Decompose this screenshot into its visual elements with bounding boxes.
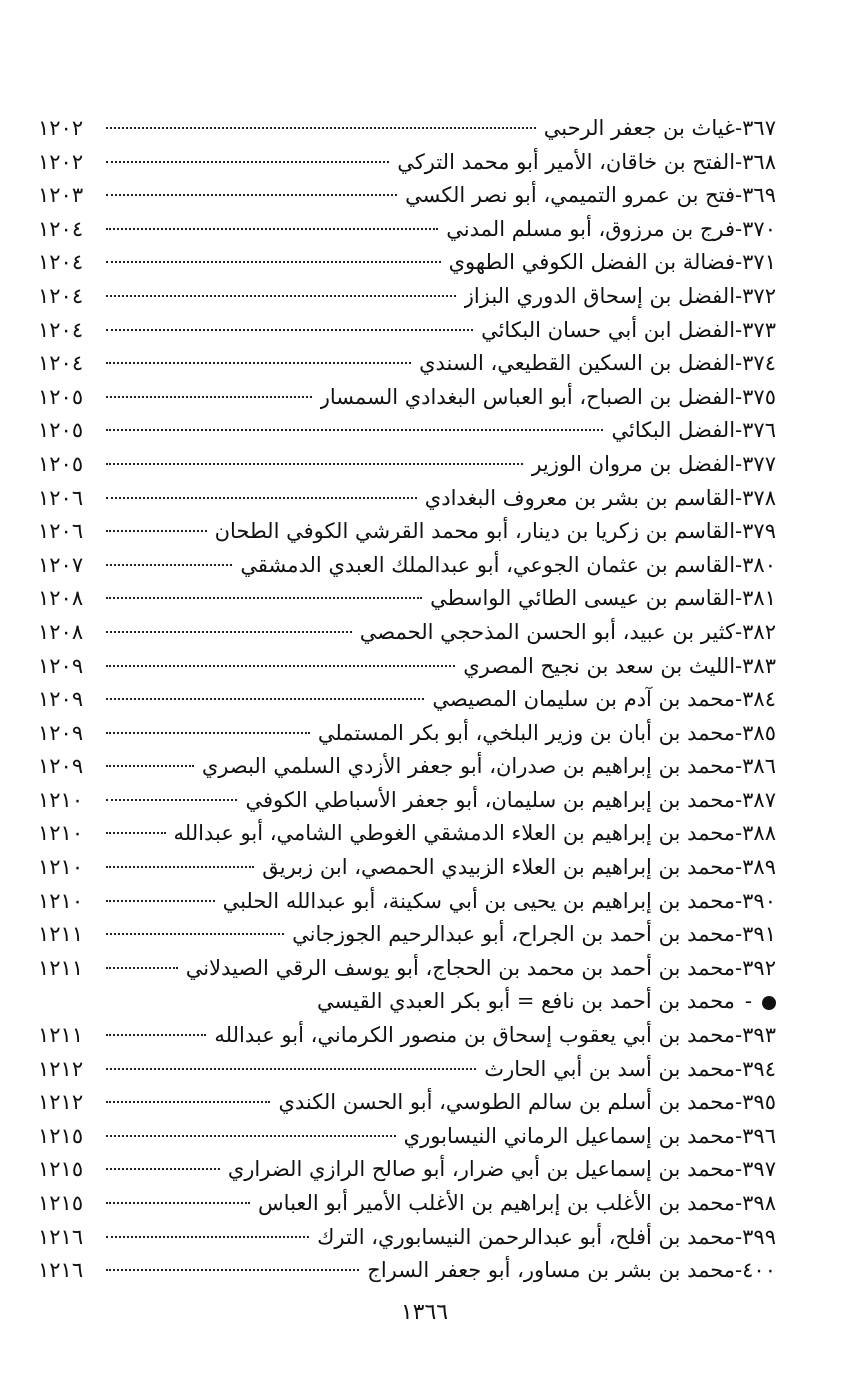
entry-page-number: ١٢٠٧	[38, 552, 84, 577]
entry-number: ٣٨٣-	[735, 653, 776, 678]
dot-leader	[106, 1100, 270, 1103]
entry-title: القاسم بن زكريا بن دينار، أبو محمد القرشي الكوفي الطحان	[214, 519, 736, 544]
entry-title: محمد بن أبي يعقوب إسحاق بن منصور الكرماني، أبو عبدالله	[214, 1023, 736, 1048]
entry-title: محمد بن إبراهيم بن العلاء الدمشقي الغوطي الشامي، أبو عبدالله	[173, 821, 736, 846]
dot-leader	[106, 294, 456, 297]
entry-title: غياث بن جعفر الرحبي	[543, 116, 736, 140]
entry-title: محمد بن إبراهيم بن العلاء الزبيدي الحمصي، ابن زبريق	[262, 855, 736, 880]
entry-number: ٣٩١-	[735, 922, 776, 947]
entry-number: ٣٧٨-	[735, 485, 776, 510]
dot-leader	[106, 496, 417, 499]
toc-entry	[38, 952, 776, 986]
dot-leader	[106, 798, 237, 801]
entry-title: الليث بن سعد بن نجيح المصري	[463, 653, 736, 678]
toc-entry	[38, 918, 776, 952]
entry-dash: -	[744, 989, 752, 1014]
entry-number: ٣٦٩-	[735, 183, 776, 208]
toc-entry	[38, 683, 776, 717]
entry-number: ٣٧١-	[735, 250, 776, 275]
entry-page-number: ١٢٠٩	[38, 720, 84, 745]
toc-entry	[38, 1221, 776, 1255]
entry-number: ٣٩٤-	[735, 1056, 776, 1081]
entry-number: ٣٨٠-	[735, 552, 776, 577]
dot-leader	[106, 1201, 250, 1204]
entry-number: ٣٧٦-	[735, 418, 776, 443]
toc-entry	[38, 515, 776, 549]
dot-leader	[106, 899, 215, 902]
entry-page-number: ١٢٠٦	[38, 485, 84, 510]
dot-leader	[106, 932, 284, 935]
entry-title: الفضل بن إسحاق الدوري البزاز	[463, 283, 736, 308]
dot-leader	[106, 395, 312, 398]
toc-entry	[38, 1086, 776, 1120]
entry-page-number: ١٢١٥	[38, 1191, 84, 1215]
dot-leader	[106, 1268, 359, 1271]
entry-title: كثير بن عبيد، أبو الحسن المذحجي الحمصي	[359, 619, 736, 644]
entry-title: الفضل البكائي	[611, 418, 736, 443]
entry-page-number: ١٢١٠	[38, 821, 84, 846]
entry-page-number: ١٢٠٤	[38, 216, 84, 241]
entry-title: محمد بن إبراهيم بن يحيى بن أبي سكينة، أبو عبدالله الحلبي	[222, 888, 736, 913]
entry-page-number: ١٢٠٤	[38, 250, 84, 275]
entry-title: محمد بن أبان بن وزير البلخي، أبو بكر المستملي	[317, 720, 736, 745]
dot-leader	[106, 1134, 396, 1137]
dot-leader	[106, 697, 424, 700]
entry-number: ٣٩٨-	[735, 1191, 776, 1215]
entry-title: محمد بن أحمد بن نافع = أبو بكر العبدي القيسي	[317, 989, 735, 1014]
toc-entry	[38, 146, 776, 180]
entry-page-number: ١٢١٢	[38, 1090, 84, 1115]
toc-entry	[38, 1019, 776, 1053]
toc-entry	[38, 1053, 776, 1087]
dot-leader	[106, 227, 438, 230]
entry-number: ٣٧٥-	[735, 384, 776, 409]
toc-entry	[38, 482, 776, 516]
entry-page-number: ١٢٠٦	[38, 519, 84, 544]
entry-page-number: ١٢٠٨	[38, 586, 84, 611]
entry-number: ٣٨٢-	[735, 619, 776, 644]
entry-title: الفضل بن مروان الوزير	[531, 451, 736, 476]
dot-leader	[106, 428, 603, 431]
toc-entry	[38, 448, 776, 482]
entry-number: ٣٨٥-	[735, 720, 776, 745]
entry-number: ٣٨٩-	[735, 855, 776, 880]
entry-title: الفضل ابن أبي حسان البكائي	[481, 317, 736, 342]
entry-title: فضالة بن الفضل الكوفي الطهوي	[448, 250, 736, 275]
entry-number: ٣٩٣-	[735, 1023, 776, 1048]
dot-leader	[106, 126, 536, 129]
page-number: ١٣٦٦	[400, 1300, 449, 1325]
toc-entry	[38, 381, 776, 415]
entry-page-number: ١٢٠٥	[38, 384, 84, 409]
entry-title: محمد بن أحمد بن محمد بن الحجاج، أبو يوسف الرقي الصيدلاني	[185, 955, 736, 980]
entry-page-number: ١٢٠٤	[38, 351, 84, 376]
entry-title: محمد بن بشر بن مساور، أبو جعفر السراج	[367, 1258, 736, 1283]
entry-title: القاسم بن عثمان الجوعي، أبو عبدالملك العبدي الدمشقي	[240, 552, 736, 577]
entry-page-number: ١٢٠٩	[38, 653, 84, 678]
entry-number: ٤٠٠-	[735, 1258, 776, 1283]
toc-entry	[38, 750, 776, 784]
entry-number: ٣٨٤-	[735, 687, 776, 712]
entry-title: محمد بن إسماعيل بن أبي ضرار، أبو صالح الرازي الضراري	[227, 1157, 736, 1182]
entry-number: ٣٩٧-	[735, 1157, 776, 1182]
cross-reference-row	[38, 985, 776, 1019]
entry-page-number: ١٢٠٩	[38, 687, 84, 712]
entry-title: القاسم بن عيسى الطائي الواسطي	[430, 586, 736, 611]
entry-page-number: ١٢١١	[38, 1023, 84, 1048]
toc-entry	[38, 549, 776, 583]
entry-title: محمد بن أحمد بن الجراح، أبو عبدالرحيم الجوزجاني	[292, 922, 736, 947]
toc-entry	[38, 650, 776, 684]
dot-leader	[106, 260, 441, 263]
entry-page-number: ١٢٠٢	[38, 116, 84, 140]
entry-page-number: ١٢١٥	[38, 1123, 84, 1148]
toc-entry	[38, 414, 776, 448]
entry-number: ٣٨٧-	[735, 787, 776, 812]
dot-leader	[106, 328, 473, 331]
entry-title: محمد بن آدم بن سليمان المصيصي	[432, 687, 736, 712]
toc-entry	[38, 784, 776, 818]
dot-leader	[106, 596, 422, 599]
entry-number: ٣٩٠-	[735, 888, 776, 913]
entry-title: الفضل بن الصباح، أبو العباس البغدادي السمسار	[319, 384, 736, 409]
dot-leader	[106, 193, 397, 196]
dot-leader	[106, 1235, 309, 1238]
entry-title: الفتح بن خاقان، الأمير أبو محمد التركي	[397, 149, 736, 174]
entry-page-number: ١٢٠٣	[38, 183, 84, 208]
entry-number: ٣٧٠-	[735, 216, 776, 241]
toc-entry	[38, 582, 776, 616]
entry-title: محمد بن أسد بن أبي الحارث	[484, 1056, 736, 1081]
entry-page-number: ١٢٠٨	[38, 619, 84, 644]
toc-entry	[38, 1254, 776, 1288]
table-of-contents	[38, 112, 776, 1288]
toc-entry	[38, 1187, 776, 1221]
entry-number: ٣٨٨-	[735, 821, 776, 846]
entry-page-number: ١٢١٦	[38, 1224, 84, 1249]
entry-title: محمد بن إبراهيم بن سليمان، أبو جعفر الأسباطي الكوفي	[245, 787, 736, 812]
toc-entry	[38, 1120, 776, 1154]
entry-page-number: ١٢١٠	[38, 888, 84, 913]
toc-entry	[38, 717, 776, 751]
dot-leader	[106, 630, 352, 633]
entry-title: محمد بن إبراهيم بن صدران، أبو جعفر الأزدي السلمي البصري	[201, 754, 736, 779]
toc-entry	[38, 616, 776, 650]
dot-leader	[106, 160, 389, 163]
entry-number: ٣٧٢-	[735, 283, 776, 308]
dot-leader	[106, 1033, 206, 1036]
entry-number: ٣٩٩-	[735, 1224, 776, 1249]
entry-page-number: ١٢٠٥	[38, 451, 84, 476]
entry-number: ٣٩٥-	[735, 1090, 776, 1115]
entry-title: فرج بن مرزوق، أبو مسلم المدني	[446, 216, 736, 241]
toc-entry	[38, 179, 776, 213]
entry-title: محمد بن الأغلب بن إبراهيم بن الأغلب الأمير أبو العباس	[258, 1191, 736, 1215]
toc-entry	[38, 280, 776, 314]
entry-page-number: ١٢١٢	[38, 1056, 84, 1081]
dot-leader	[106, 865, 254, 868]
dot-leader	[106, 664, 455, 667]
bullet-icon	[762, 996, 776, 1010]
entry-page-number: ١٢٠٤	[38, 283, 84, 308]
entry-title: الفضل بن السكين القطيعي، السندي	[419, 351, 736, 376]
dot-leader	[106, 966, 178, 969]
toc-entry	[38, 885, 776, 919]
dot-leader	[106, 1067, 476, 1070]
entry-page-number: ١٢١٠	[38, 855, 84, 880]
dot-leader	[106, 563, 232, 566]
entry-page-number: ١٢١١	[38, 922, 84, 947]
toc-entry	[38, 314, 776, 348]
toc-entry	[38, 851, 776, 885]
entry-title: فتح بن عمرو التميمي، أبو نصر الكسي	[405, 183, 736, 208]
toc-entry	[38, 817, 776, 851]
dot-leader	[106, 831, 166, 834]
entry-page-number: ١٢٠٢	[38, 149, 84, 174]
toc-entry	[38, 347, 776, 381]
dot-leader	[106, 1167, 220, 1170]
entry-title: محمد بن أفلح، أبو عبدالرحمن النيسابوري، الترك	[317, 1224, 736, 1249]
toc-entry	[38, 112, 776, 146]
toc-entry	[38, 246, 776, 280]
entry-page-number: ١٢٠٤	[38, 317, 84, 342]
entry-page-number: ١٢١٥	[38, 1157, 84, 1182]
dot-leader	[106, 764, 194, 767]
entry-number: ٣٦٧-	[735, 116, 776, 140]
entry-page-number: ١٢١٦	[38, 1258, 84, 1283]
entry-page-number: ١٢١٠	[38, 787, 84, 812]
entry-number: ٣٧٤-	[735, 351, 776, 376]
entry-number: ٣٨١-	[735, 586, 776, 611]
entry-title: محمد بن إسماعيل الرماني النيسابوري	[403, 1123, 736, 1148]
entry-number: ٣٧٧-	[735, 451, 776, 476]
dot-leader	[106, 731, 310, 734]
toc-entry	[38, 213, 776, 247]
entry-page-number: ١٢٠٩	[38, 754, 84, 779]
entry-page-number: ١٢٠٥	[38, 418, 84, 443]
toc-entry	[38, 1153, 776, 1187]
dot-leader	[106, 462, 523, 465]
entry-number: ٣٩٢-	[735, 955, 776, 980]
dot-leader	[106, 529, 207, 532]
entry-number: ٣٧٣-	[735, 317, 776, 342]
entry-number: ٣٦٨-	[735, 149, 776, 174]
entry-page-number: ١٢١١	[38, 955, 84, 980]
entry-number: ٣٨٦-	[735, 754, 776, 779]
entry-number: ٣٧٩-	[735, 519, 776, 544]
entry-title: محمد بن أسلم بن سالم الطوسي، أبو الحسن الكندي	[278, 1090, 736, 1115]
entry-number: ٣٩٦-	[735, 1123, 776, 1148]
dot-leader	[106, 361, 411, 364]
entry-title: القاسم بن بشر بن معروف البغدادي	[424, 485, 736, 510]
